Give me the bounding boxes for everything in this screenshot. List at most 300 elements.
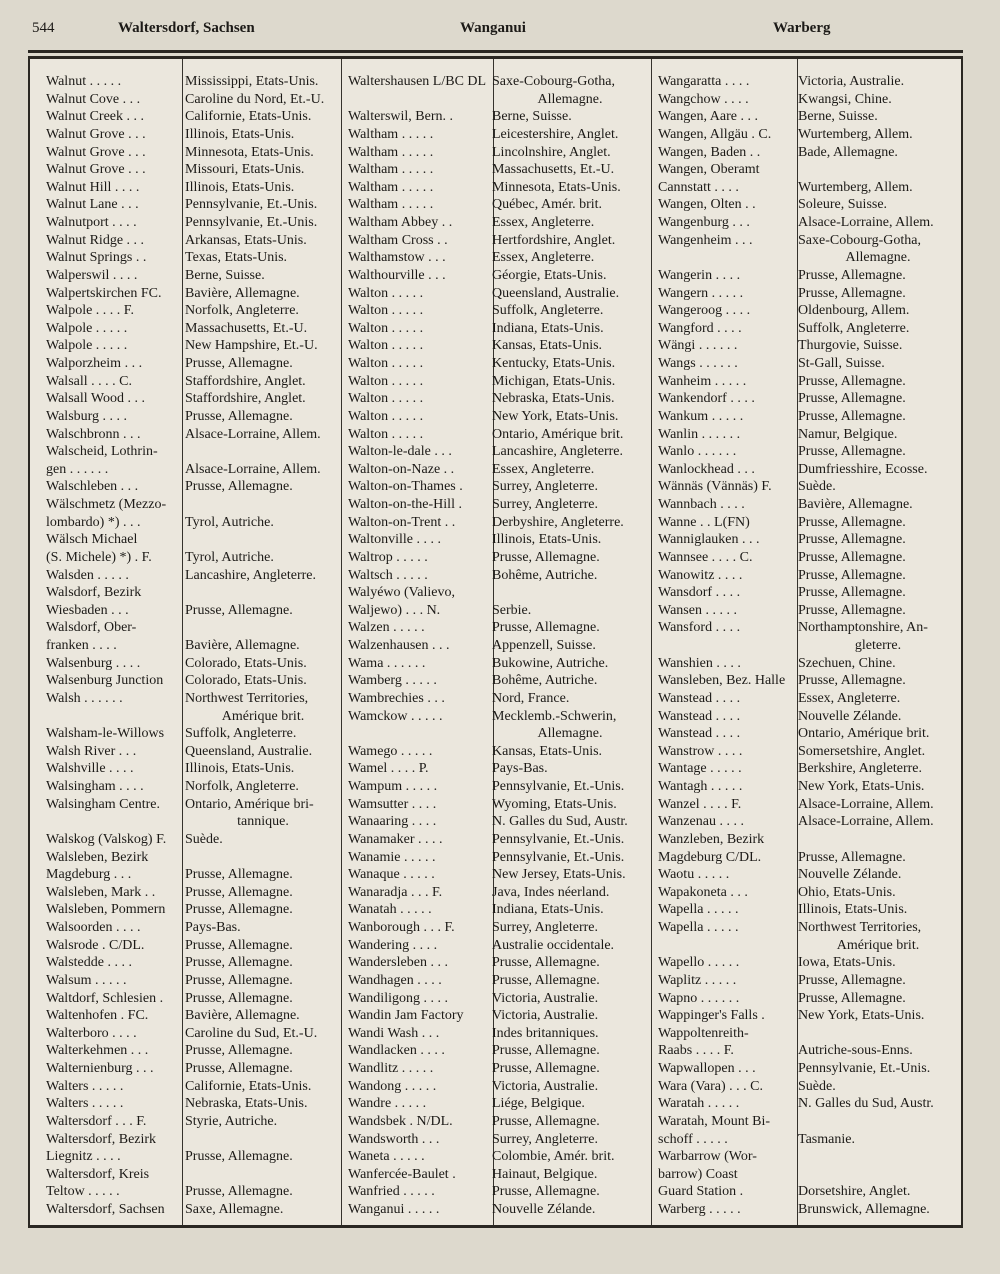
entry-row (348, 954, 650, 972)
entry-row (46, 1025, 343, 1043)
region-name: Serbie. (492, 602, 532, 618)
entry-row (46, 690, 343, 708)
entry-row (658, 567, 960, 585)
place-name: Wanniglauken . . . (658, 532, 760, 548)
header-first-entry: Waltersdorf, Sachsen (118, 20, 255, 36)
place-name: Walton-on-Thames . (348, 479, 463, 495)
place-name: Walpole . . . . . (46, 320, 128, 336)
place-name: Warberg . . . . . (658, 1202, 741, 1217)
region-name: Nebraska, Etats-Unis. (492, 391, 615, 407)
region-name: Norfolk, Angleterre. (185, 779, 299, 794)
entry-row (46, 1201, 343, 1219)
region-name: Prusse, Allemagne. (798, 532, 906, 548)
entry-row (658, 1095, 960, 1113)
place-name: Wanaaring . . . . (348, 814, 437, 830)
entry-row (348, 1183, 650, 1201)
region-name: Caroline du Nord, Et.-U. (185, 91, 325, 107)
region-name: Alsace-Lorraine, Allem. (798, 814, 934, 830)
entry-row (46, 179, 343, 197)
region-name: Indes britanniques. (492, 1025, 599, 1041)
region-name: Michigan, Etats-Unis. (492, 373, 616, 389)
entry-row (46, 1166, 343, 1184)
region-name: Prusse, Allemagne. (185, 408, 293, 424)
entry-row (658, 1042, 960, 1060)
region-name: Northamptonshire, An- (798, 620, 928, 636)
entry-row (348, 126, 650, 144)
place-name: Waratah . . . . . (658, 1096, 740, 1112)
place-name: Wangs . . . . . . (658, 356, 738, 371)
region-name: Texas, Etats-Unis. (185, 250, 288, 266)
place-name: Walsdorf, Ober- (46, 620, 137, 636)
entry-row (658, 232, 960, 250)
place-name: Wapello . . . . . (658, 955, 740, 971)
region-name: Indiana, Etats-Unis. (492, 902, 604, 918)
entry-row (46, 302, 343, 320)
region-name: Géorgie, Etats-Unis. (492, 267, 607, 283)
place-name: Wangen, Aare . . . (658, 109, 758, 125)
place-name: Walsrode . C/DL. (46, 937, 145, 953)
place-name: Waltham . . . . . (348, 144, 434, 160)
region-name: Prusse, Allemagne. (185, 937, 293, 953)
place-name: Wandersleben . . . (348, 955, 448, 971)
place-name: gen . . . . . . (46, 461, 109, 477)
place-name: Walton-le-dale . . . (348, 444, 452, 460)
entry-row (658, 778, 960, 796)
region-name: Styrie, Autriche. (185, 1113, 278, 1129)
region-name: Nouvelle Zélande. (798, 708, 902, 724)
region-name: Wurtemberg, Allem. (798, 179, 913, 195)
region-name: Essex, Angleterre. (798, 690, 901, 706)
entry-row (46, 496, 343, 514)
place-name: Waltersdorf, Bezirk (46, 1131, 157, 1147)
entry-row (348, 584, 650, 602)
place-name: (S. Michele) *) . F. (46, 549, 152, 565)
region-name: Alsace-Lorraine, Allem. (185, 461, 321, 477)
region-name: Illinois, Etats-Unis. (185, 179, 295, 195)
entry-row (46, 426, 343, 444)
region-name: Prusse, Allemagne. (492, 549, 600, 565)
place-name: Wamberg . . . . . (348, 673, 437, 689)
entry-row (348, 1025, 650, 1043)
region-name: Prusse, Allemagne. (185, 1184, 293, 1200)
entry-row (348, 690, 650, 708)
region-name: Bukowine, Autriche. (492, 655, 609, 671)
region-name: Allemagne. (537, 91, 603, 107)
entry-row (658, 549, 960, 567)
place-name: Waplitz . . . . . (658, 972, 737, 988)
entry-row (658, 619, 960, 637)
region-name: Autriche-sous-Enns. (798, 1043, 913, 1059)
entry-row (348, 619, 650, 637)
place-name: Wandin Jam Factory (348, 1008, 464, 1024)
entry-row (46, 461, 343, 479)
place-name: Walporzheim . . . (46, 356, 143, 371)
region-name: Pennsylvanie, Et.-Unis. (492, 831, 625, 847)
entry-row (348, 443, 650, 461)
entry-row (46, 584, 343, 602)
place-name: Wandi Wash . . . (348, 1025, 440, 1041)
entry-row (348, 108, 650, 126)
region-name: Colorado, Etats-Unis. (185, 655, 307, 671)
place-name: Walton . . . . . (348, 285, 424, 301)
region-name: Essex, Angleterre. (492, 250, 595, 266)
region-name: Massachusetts, Et.-U. (492, 162, 615, 178)
place-name: Walpertskirchen FC. (46, 285, 162, 301)
region-name: Prusse, Allemagne. (798, 391, 906, 407)
place-name: Walzen . . . . . (348, 620, 425, 636)
place-name: Wandiligong . . . . (348, 990, 448, 1006)
place-name: Walsingham Centre. (46, 796, 160, 812)
entry-row (658, 408, 960, 426)
place-name: Wandong . . . . . (348, 1078, 437, 1094)
place-name: Guard Station . (658, 1184, 744, 1200)
region-name: Wyoming, Etats-Unis. (492, 796, 617, 812)
place-name: Wamckow . . . . . (348, 708, 443, 724)
place-name: Walternienburg . . . (46, 1061, 154, 1076)
place-name: Wanganui . . . . . (348, 1202, 440, 1217)
entry-row (658, 514, 960, 532)
region-name: Prusse, Allemagne. (798, 567, 906, 583)
entry-row (658, 302, 960, 320)
region-name: Nord, France. (492, 690, 570, 706)
entry-row (46, 725, 343, 743)
place-name: Wanatah . . . . . (348, 902, 432, 918)
entry-row (348, 373, 650, 391)
region-name: Prusse, Allemagne. (492, 972, 600, 988)
region-name: Pays-Bas. (492, 761, 548, 777)
region-name: Victoria, Australie. (492, 1008, 599, 1024)
entry-row (348, 990, 650, 1008)
place-name: Wama . . . . . . (348, 655, 426, 671)
entry-row (46, 249, 343, 267)
place-name: Walnut . . . . . (46, 74, 122, 89)
entry-row (348, 602, 650, 620)
entry-row (658, 937, 960, 955)
entry-row (348, 796, 650, 814)
place-name: Wanamie . . . . . (348, 849, 436, 865)
entry-row (348, 249, 650, 267)
place-name: Wangerin . . . . (658, 267, 741, 283)
region-name: Prusse, Allemagne. (492, 955, 600, 971)
entry-row (348, 725, 650, 743)
place-name: Wännäs (Vännäs) F. (658, 479, 772, 495)
place-name: Wangen, Oberamt (658, 162, 760, 178)
entry-row (658, 214, 960, 232)
place-name: Wanzel . . . . F. (658, 796, 742, 812)
region-name: Prusse, Allemagne. (185, 602, 293, 618)
region-name: Nouvelle Zélande. (798, 867, 902, 883)
entry-row (348, 637, 650, 655)
region-name: Berne, Suisse. (492, 109, 572, 125)
page-number: 544 (32, 20, 55, 36)
place-name: Wangen, Allgäu . C. (658, 126, 772, 142)
entry-row (46, 337, 343, 355)
entry-row (46, 514, 343, 532)
place-name: Wansford . . . . (658, 620, 741, 636)
entry-row (658, 390, 960, 408)
region-name: Prusse, Allemagne. (492, 1184, 600, 1200)
entry-row (46, 954, 343, 972)
region-name: Suffolk, Angleterre. (798, 320, 910, 336)
place-name: Waltsch . . . . . (348, 567, 428, 583)
entry-row (46, 655, 343, 673)
region-name: Queensland, Australie. (185, 743, 313, 759)
entry-row (658, 1166, 960, 1184)
region-name: Allemagne. (845, 250, 911, 266)
region-name: Prusse, Allemagne. (798, 990, 906, 1006)
entry-row (658, 1078, 960, 1096)
region-name: Minnesota, Etats-Unis. (185, 144, 314, 160)
entry-row (658, 461, 960, 479)
region-name: Iowa, Etats-Unis. (798, 955, 896, 971)
region-name: gleterre. (854, 638, 902, 653)
entry-row (46, 1007, 343, 1025)
place-name: Wansdorf . . . . (658, 585, 741, 601)
region-name: Prusse, Allemagne. (185, 990, 293, 1006)
region-name: Berne, Suisse. (185, 267, 265, 283)
place-name: Waotu . . . . . (658, 867, 730, 883)
entry-row (658, 1113, 960, 1131)
entry-row (348, 232, 650, 250)
entry-row (658, 73, 960, 91)
entry-row (46, 408, 343, 426)
table-frame (28, 56, 963, 1228)
entry-row (348, 1042, 650, 1060)
entry-row (348, 302, 650, 320)
region-name: Massachusetts, Et.-U. (185, 320, 308, 336)
place-name: Magdeburg C/DL. (658, 849, 762, 865)
place-name: Wandre . . . . . (348, 1096, 427, 1112)
place-name: Waltersdorf, Kreis (46, 1166, 150, 1182)
place-name: Wanzleben, Bezirk (658, 831, 765, 847)
region-name: Soleure, Suisse. (798, 197, 888, 213)
region-name: New Jersey, Etats-Unis. (492, 867, 626, 883)
place-name: Wandsbek . N/DL. (348, 1113, 453, 1129)
place-name: Walschleben . . . (46, 479, 139, 495)
entry-row (348, 73, 650, 91)
region-name: Tasmanie. (798, 1131, 855, 1147)
region-name: Essex, Angleterre. (492, 215, 595, 230)
entry-row (658, 672, 960, 690)
place-name: Wapno . . . . . . (658, 990, 740, 1006)
place-name: Wanaradja . . . F. (348, 884, 443, 900)
place-name: lombardo) *) . . . (46, 514, 141, 530)
entry-row (46, 937, 343, 955)
place-name: franken . . . . (46, 638, 117, 653)
entry-row (348, 461, 650, 479)
region-name: Alsace-Lorraine, Allem. (798, 215, 934, 230)
entry-row (658, 901, 960, 919)
entry-row (658, 531, 960, 549)
entry-row (46, 796, 343, 814)
entry-row (658, 972, 960, 990)
region-name: Leicestershire, Anglet. (492, 126, 619, 142)
region-name: Pennsylvanie, Et.-Unis. (798, 1061, 931, 1076)
place-name: Walschbronn . . . (46, 426, 141, 442)
place-name: Walton-on-Trent . . (348, 514, 456, 530)
place-name: Waltdorf, Schlesien . (46, 990, 164, 1006)
region-name: Californie, Etats-Unis. (185, 1078, 312, 1094)
entry-row (658, 161, 960, 179)
header-middle-entry: Wanganui (460, 20, 526, 36)
entry-row (348, 267, 650, 285)
region-name: Nouvelle Zélande. (492, 1202, 596, 1217)
entry-row (348, 901, 650, 919)
entry-row (658, 919, 960, 937)
entry-row (46, 619, 343, 637)
entry-row (658, 990, 960, 1008)
entry-row (46, 1148, 343, 1166)
entry-row (348, 161, 650, 179)
region-name: Oldenbourg, Allem. (798, 303, 910, 319)
place-name: Wanfercée-Baulet . (348, 1166, 456, 1182)
place-name: Wanshien . . . . (658, 655, 741, 671)
place-name: Wambrechies . . . (348, 690, 445, 706)
region-name: Staffordshire, Anglet. (185, 373, 306, 389)
place-name: Waltham Abbey . . (348, 215, 453, 230)
place-name: Walnut Hill . . . . (46, 179, 140, 195)
entry-row (46, 708, 343, 726)
region-name: Prusse, Allemagne. (492, 620, 600, 636)
region-name: Surrey, Angleterre. (492, 479, 598, 495)
place-name: Wappoltenreith- (658, 1025, 749, 1041)
region-name: Illinois, Etats-Unis. (185, 761, 295, 777)
entry-row (46, 866, 343, 884)
place-name: Wanne . . L(FN) (658, 514, 750, 530)
entry-row (46, 285, 343, 303)
entry-row (46, 672, 343, 690)
entry-row (348, 937, 650, 955)
entry-row (46, 267, 343, 285)
place-name: Wangford . . . . (658, 320, 742, 336)
region-name: New York, Etats-Unis. (798, 779, 925, 794)
region-name: Tyrol, Autriche. (185, 514, 274, 530)
entry-row (46, 1060, 343, 1078)
region-name: Staffordshire, Anglet. (185, 391, 306, 407)
entry-row (46, 214, 343, 232)
entry-row (348, 1166, 650, 1184)
region-name: Suffolk, Angleterre. (492, 303, 604, 319)
entry-row (46, 1183, 343, 1201)
entry-row (46, 831, 343, 849)
entry-row (348, 672, 650, 690)
place-name: Teltow . . . . . (46, 1184, 120, 1200)
entry-row (658, 884, 960, 902)
region-name: Lancashire, Angleterre. (185, 567, 316, 583)
entry-row (46, 73, 343, 91)
region-name: Pennsylvanie, Et.-Unis. (492, 779, 625, 794)
place-name: Waltham . . . . . (348, 179, 434, 195)
place-name: Walton . . . . . (348, 303, 424, 319)
entry-row (658, 478, 960, 496)
region-name: Kansas, Etats-Unis. (492, 743, 603, 759)
entry-row (46, 813, 343, 831)
region-name: Mecklemb.-Schwerin, (492, 708, 617, 724)
entry-row (348, 655, 650, 673)
entry-row (46, 126, 343, 144)
entry-row (46, 443, 343, 461)
entry-row (348, 708, 650, 726)
region-name: Bavière, Allemagne. (185, 1008, 300, 1024)
place-name: Wanstead . . . . (658, 690, 741, 706)
region-name: Tyrol, Autriche. (185, 549, 274, 565)
entry-row (658, 144, 960, 162)
entry-row (348, 1148, 650, 1166)
entry-row (658, 443, 960, 461)
place-name: Walstedde . . . . (46, 955, 132, 971)
entry-row (348, 831, 650, 849)
place-name: Walperswil . . . . (46, 267, 138, 283)
region-name: Prusse, Allemagne. (185, 902, 293, 918)
entry-row (46, 232, 343, 250)
region-name: Missouri, Etats-Unis. (185, 162, 305, 178)
region-name: Victoria, Australie. (798, 74, 905, 89)
place-name: Wanfried . . . . . (348, 1184, 435, 1200)
region-name: Northwest Territories, (185, 690, 309, 706)
place-name: Cannstatt . . . . (658, 179, 739, 195)
entry-row (348, 408, 650, 426)
gazetteer-column-3 (658, 59, 960, 1225)
region-name: Amérique brit. (221, 708, 305, 724)
region-name: Bavière, Allemagne. (798, 497, 913, 512)
place-name: Walsleben, Pommern (46, 902, 166, 918)
region-name: Surrey, Angleterre. (492, 920, 598, 935)
region-name: Colorado, Etats-Unis. (185, 673, 307, 689)
entry-row (658, 373, 960, 391)
place-name: Wälschmetz (Mezzo- (46, 497, 167, 512)
region-name: Prusse, Allemagne. (492, 1113, 600, 1129)
place-name: Wanlo . . . . . . (658, 444, 737, 460)
entry-row (46, 743, 343, 761)
entry-row (46, 1113, 343, 1131)
header-rule (28, 50, 963, 53)
region-name: Suffolk, Angleterre. (185, 726, 297, 742)
place-name: Wara (Vara) . . . C. (658, 1078, 763, 1094)
region-name: Prusse, Allemagne. (798, 549, 906, 565)
region-name: N. Galles du Sud, Austr. (492, 814, 628, 830)
place-name: Walsdorf, Bezirk (46, 585, 142, 601)
entry-row (658, 796, 960, 814)
region-name: Amérique brit. (836, 937, 920, 953)
place-name: Wamsutter . . . . (348, 796, 437, 812)
region-name: Pennsylvanie, Et.-Unis. (492, 849, 625, 865)
entry-row (658, 1025, 960, 1043)
region-name: Surrey, Angleterre. (492, 497, 598, 512)
region-name: tannique. (237, 814, 289, 830)
place-name: Wamego . . . . . (348, 743, 433, 759)
region-name: Prusse, Allemagne. (798, 972, 906, 988)
entry-row (348, 849, 650, 867)
entry-row (348, 760, 650, 778)
entry-row (658, 426, 960, 444)
region-name: Prusse, Allemagne. (798, 673, 906, 689)
region-name: Prusse, Allemagne. (798, 585, 906, 601)
region-name: Berne, Suisse. (798, 109, 878, 125)
region-name: Victoria, Australie. (492, 1078, 599, 1094)
place-name: Wangaratta . . . . (658, 74, 750, 89)
entry-row (46, 602, 343, 620)
place-name: Walpole . . . . F. (46, 303, 134, 319)
place-name: Wandlacken . . . . (348, 1043, 445, 1059)
place-name: Walsburg . . . . (46, 408, 128, 424)
region-name: New York, Etats-Unis. (492, 408, 619, 424)
place-name: Wanlin . . . . . . (658, 426, 741, 442)
entry-row (46, 990, 343, 1008)
place-name: Wansen . . . . . (658, 602, 737, 618)
entry-row (46, 884, 343, 902)
place-name: Walyéwo (Valievo, (348, 585, 455, 601)
entry-row (46, 637, 343, 655)
